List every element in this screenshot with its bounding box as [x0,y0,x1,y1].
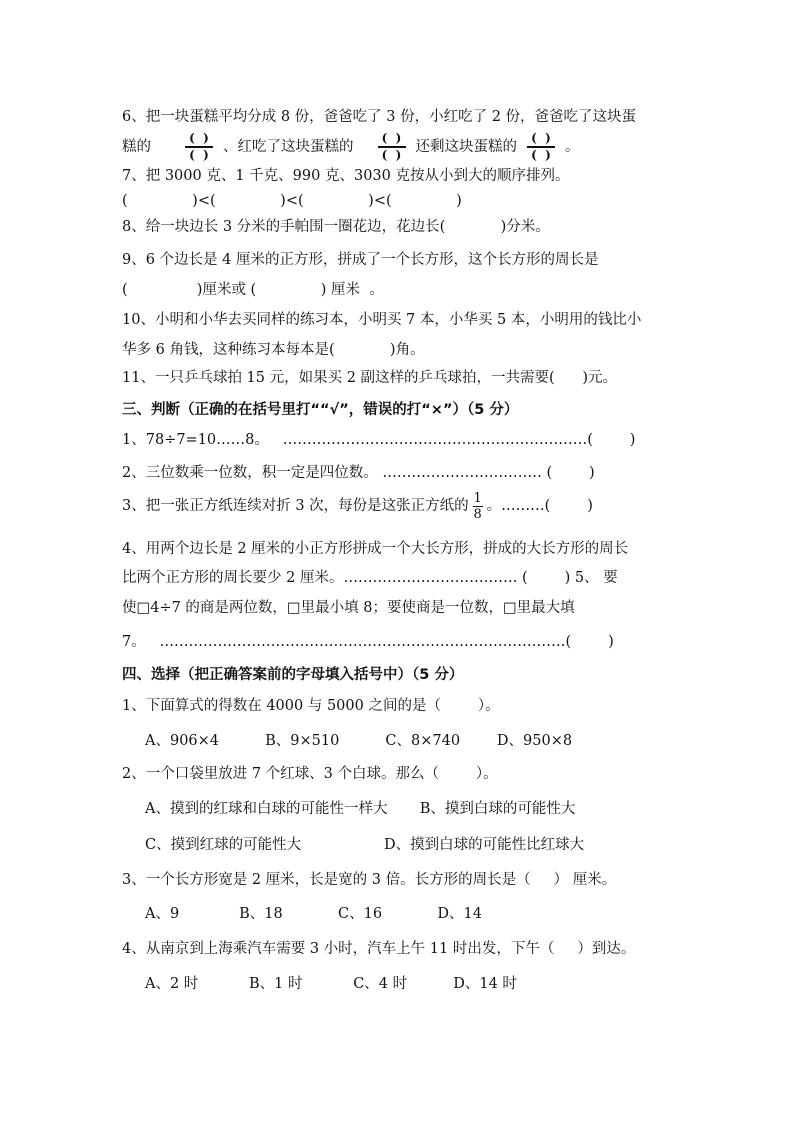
question-7-blanks: ( )<( )<( )<( ) [122,193,462,209]
question-6-cont [122,131,580,163]
question-7: 7、把 3000 克、1 千克、990 克、3030 克按从小到大的顺序排列。 [122,168,570,184]
choice-1: 1、下面算式的得数在 4000 与 5000 之间的是（ ）。 [122,698,500,714]
question-10-cont: 华多 6 角钱，这种练习本每本是( )角。 [122,342,425,358]
question-9-blanks: ( )厘米或 ( ) 厘米 。 [122,282,384,298]
judge-3: 3、把一张正方纸连续对折 3 次，每份是这张正方纸的 [122,498,469,514]
choice-2: 2、一个口袋里放进 7 个红球、3 个白球。那么（ ）。 [122,766,498,782]
denominator-blank: ( ) [189,148,209,162]
choice-3: 3、一个长方形宽是 2 厘米，长是宽的 3 倍。长方形的周长是（ ） 厘米。 [122,872,617,888]
question-9: 9、6 个边长是 4 厘米的正方形，拼成了一个长方形，这个长方形的周长是 [122,252,599,268]
question-11: 11、一只乒乓球拍 15 元，如果买 2 副这样的乒乓球拍，一共需要( )元。 [122,370,618,386]
numerator-blank: ( ) [381,131,402,145]
choice-2-options-cd: C、摸到红球的可能性大 D、摸到白球的可能性比红球大 [145,837,585,853]
choice-2-options-ab: A、摸到的红球和白球的可能性一样大 B、摸到白球的可能性大 [145,801,576,817]
judge-4: 4、用两个边长是 2 厘米的小正方形拼成一个大长方形，拼成的大长方形的周长 [122,541,629,557]
question-6: 6、把一块蛋糕平均分成 8 份，爸爸吃了 3 份，小红吃了 2 份，爸爸吃了这块蛋 [122,109,637,125]
fraction-blank-2 [374,132,410,162]
section-judge-heading: 三、判断（正确的在括号里打““√”，错误的打“×”）（5 分） [122,402,519,418]
judge-3-row [122,490,593,522]
fraction-blank-1 [181,132,217,162]
judge-2: 2、三位数乘一位数，积一定是四位数。 …………………………… ( ) [122,465,595,481]
denominator-blank: ( ) [381,148,402,162]
choice-4-options: A、2 时 B、1 时 C、4 时 D、14 时 [145,976,517,992]
judge-3-end: 。………( ) [486,498,593,514]
denominator-blank: ( ) [531,148,551,162]
question-6-cont-3: 还剩这块蛋糕的 [415,139,517,155]
judge-5: 使□4÷7 的商是两位数，□里最小填 8；要使商是一位数，□里最大填 [122,600,575,616]
choice-4: 4、从南京到上海乘汽车需要 3 小时，汽车上午 11 时出发，下午（ ）到达。 [122,941,636,957]
choice-1-options: A、906×4 B、9×510 C、8×740 D、950×8 [145,733,573,749]
fraction-blank-3 [523,132,559,162]
question-10: 10、小明和小华去买同样的练习本，小明买 7 本，小华买 5 本，小明用的钱比小 [122,312,642,328]
question-8: 8、给一块边长 3 分米的手帕围一圈花边，花边长( )分米。 [122,219,550,235]
numerator: 1 [473,490,482,506]
judge-5-cont: 7。 …………………………………………………………………………( ) [122,634,614,650]
question-6-cont-2: 、红吃了这块蛋糕的 [223,139,354,155]
section-choice-heading: 四、选择（把正确答案前的字母填入括号中）（5 分） [122,667,464,683]
choice-3-options: A、9 B、18 C、16 D、14 [145,906,482,922]
question-6-end: 。 [565,139,580,155]
numerator-blank: ( ) [189,131,209,145]
judge-4-cont: 比两个正方形的周长要少 2 厘米。……………………………… ( ) 5、 要 [122,570,618,586]
numerator-blank: ( ) [531,131,551,145]
denominator: 8 [473,506,482,522]
fraction-one-eighth [473,491,483,522]
question-6-cont-1: 糕的 [122,139,151,155]
judge-1: 1、78÷7=10……8。 ………………………………………………………( ) [122,432,636,448]
